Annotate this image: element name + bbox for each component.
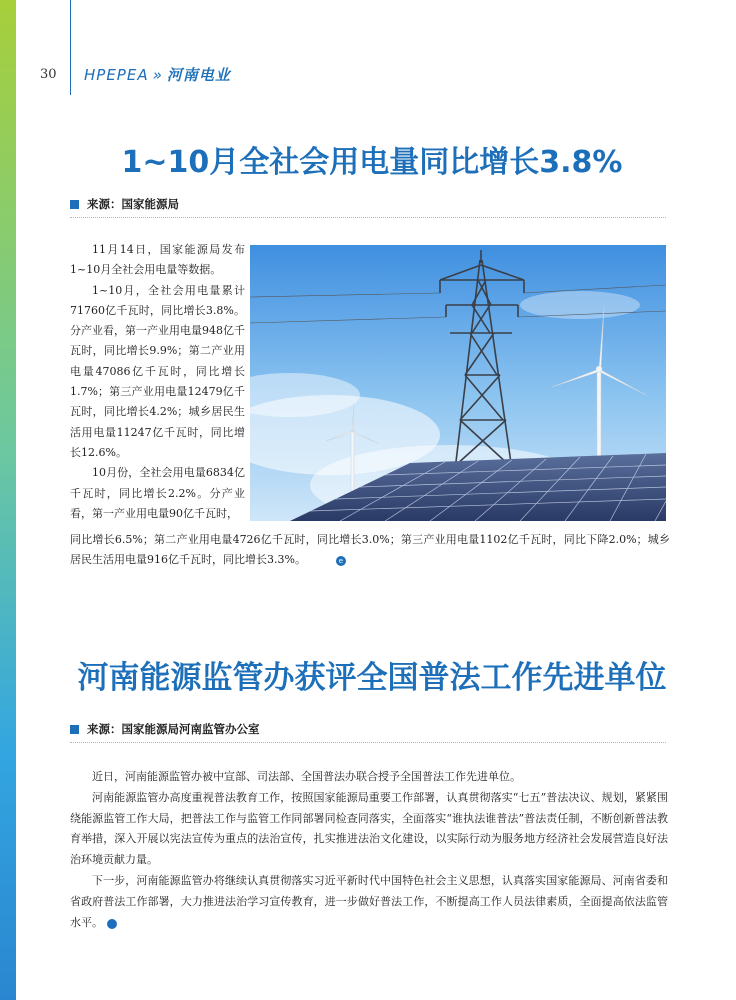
source-square-icon xyxy=(70,200,79,209)
article1-source xyxy=(70,196,666,212)
paragraph: 11月14日，国家能源局发布1~10月全社会用电量等数据。 xyxy=(70,243,245,277)
article2-body xyxy=(70,767,668,933)
article1-tail-paragraph: 同比增长6.5%；第二产业用电量4726亿千瓦时，同比增长3.0%；第三产业用电量1102亿千瓦时，同比下降2.0%；城乡居民生活用电量916亿千瓦时，同比增长3.3%。 xyxy=(70,533,670,567)
paragraph: 河南能源监管办高度重视普法教育工作，按照国家能源局重要工作部署，认真贯彻落实“七五”普法决议、规划，紧紧围绕能源监管工作大局，把普法工作与监管工作同部署同检查同落实，全面落实“谁执法谁普法”普法责任制，不断创新普法教育举措，深入开展以宪法宣传为重点的法治宣传，扎实推进法治文化建设，以实际行动为服务地方经济社会发展营造良好法治环境贡献力量。 xyxy=(70,790,668,867)
page-number: 30 xyxy=(40,67,57,82)
magazine-brand xyxy=(84,64,231,85)
paragraph: 10月份，全社会用电量6834亿千瓦时，同比增长2.2%。分产业看，第一产业用电量90亿千瓦时， xyxy=(70,466,245,520)
end-of-article-icon: e xyxy=(336,556,346,566)
paragraph xyxy=(70,871,668,933)
paragraph-text: 下一步，河南能源监管办将继续认真贯彻落实习近平新时代中国特色社会主义思想，认真落实国家能源局、河南省委和省政府普法工作部署，大力推进法治学习宣传教育，进一步做好普法工作，不断提高工作人员法律素质，全面提高依法监管水平。 xyxy=(70,873,668,929)
paragraph: 近日，河南能源监管办被中宣部、司法部、全国普法办联合授予全国普法工作先进单位。 xyxy=(92,770,521,783)
brand-latin: HPEPEA xyxy=(84,66,149,84)
side-color-bar xyxy=(0,0,16,1000)
article1-tail-text xyxy=(70,530,670,571)
article2-source-text: 来源：国家能源局河南监管办公室 xyxy=(87,722,260,736)
brand-chinese: 河南电业 xyxy=(166,66,231,84)
dotted-divider xyxy=(70,217,666,218)
article2-title: 河南能源监管办获评全国普法工作先进单位 xyxy=(77,660,667,696)
article2-source xyxy=(70,721,666,737)
header-divider xyxy=(70,0,71,95)
power-tower-wind-solar-photo xyxy=(250,245,666,521)
article1-title: 1~10月全社会用电量同比增长3.8% xyxy=(121,145,623,180)
end-of-article-icon: e xyxy=(107,919,117,929)
dotted-divider xyxy=(70,742,666,743)
paragraph: 1~10月，全社会用电量累计71760亿千瓦时，同比增长3.8%。分产业看，第一产业用电量948亿千瓦时，同比增长9.9%；第二产业用电量47086亿千瓦时，同比增长1.7%；第三产业用电量12479亿千瓦时，同比增长4.2%；城乡居民生活用电量11247亿千瓦时，同比增长12.6%。 xyxy=(70,283,245,459)
brand-arrows: » xyxy=(152,66,163,84)
source-square-icon xyxy=(70,725,79,734)
article1-column-text xyxy=(70,240,245,524)
article1-source-text: 来源：国家能源局 xyxy=(87,197,179,211)
